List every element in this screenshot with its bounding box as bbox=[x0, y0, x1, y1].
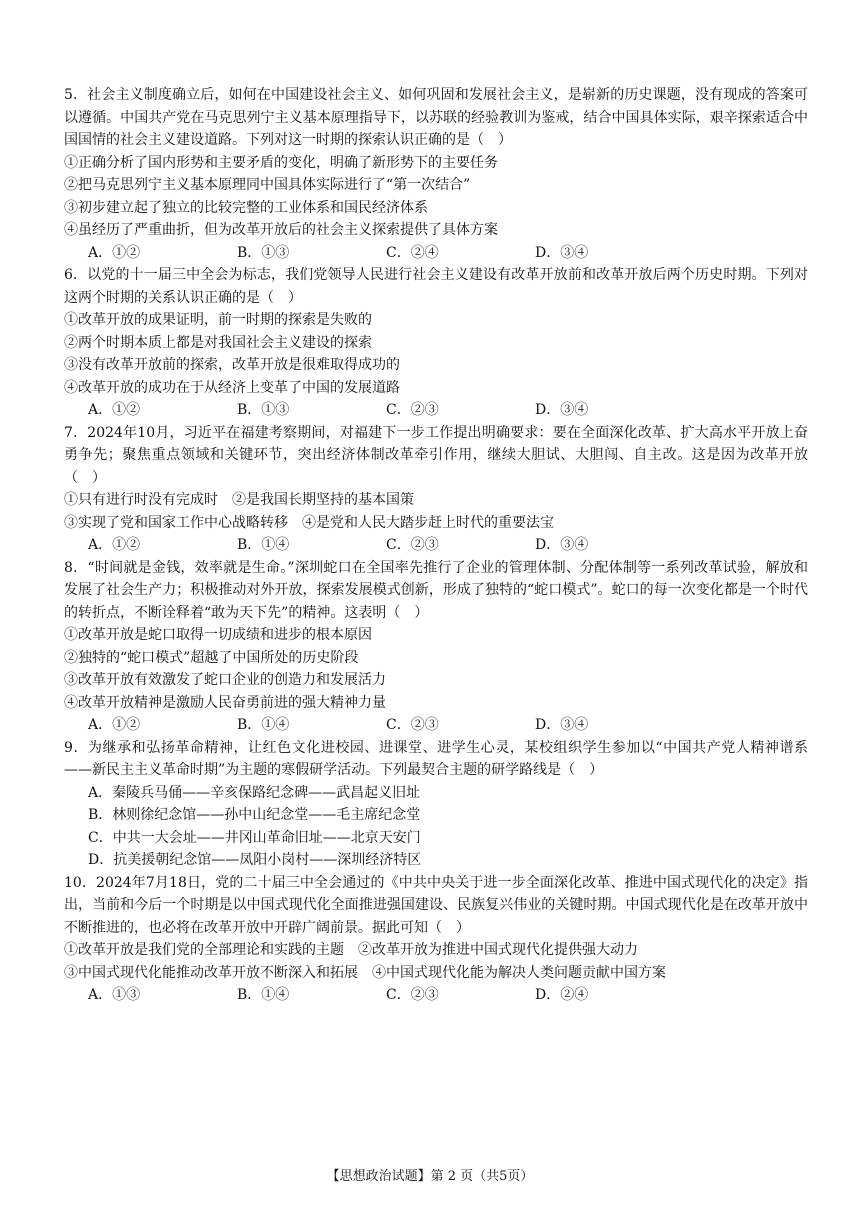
answer-choices bbox=[64, 534, 808, 557]
question-stem: 5．社会主义制度确立后，如何在中国建设社会主义、如何巩固和发展社会主义，是崭新的历史课题，没有现成的答案可以遵循。中国共产党在马克思列宁主义基本原理指导下，以苏联的经验教训为鉴戒，结合中国具体实际，艰辛探索适合中国国情的社会主义建设道路。下列对这一时期的探索认识正确的是（ ） bbox=[64, 87, 808, 148]
question-10 bbox=[64, 872, 808, 1007]
question-5 bbox=[64, 84, 808, 264]
statement-item: ①改革开放是我们党的全部理论和实践的主题 ②改革开放为推进中国式现代化提供强大动力 bbox=[64, 942, 638, 958]
question-stem: 10．2024年7月18日，党的二十届三中全会通过的《中共中央关于进一步全面深化改革、推进中国式现代化的决定》指出，当前和今后一个时期是以中国式现代化全面推进强国建设、民族复兴伟业的关键时期。中国式现代化是在改革开放中不断推进的，也必将在改革开放中开辟广阔前景。据此可知（ ） bbox=[64, 874, 808, 936]
choice-d: D．③④ bbox=[535, 244, 589, 261]
statement-item: ③没有改革开放前的探索，改革开放是很难取得成功的 bbox=[64, 357, 400, 373]
choice-a: A．①② bbox=[88, 717, 141, 733]
choice-c: C．②③ bbox=[386, 402, 439, 418]
choice-d: D．②④ bbox=[535, 987, 589, 1003]
statement-item: ④改革开放精神是激励人民奋勇前进的强大精神力量 bbox=[64, 694, 386, 711]
choice-c: C．②③ bbox=[386, 717, 439, 733]
question-stem: 6．以党的十一届三中全会为标志，我们党领导人民进行社会主义建设有改革开放前和改革开放后两个历史时期。下列对这两个时期的关系认识正确的是（ ） bbox=[64, 267, 808, 306]
statement-item: ①只有进行时没有完成时 ②是我国长期坚持的基本国策 bbox=[64, 492, 414, 508]
choice-d: D．③④ bbox=[535, 402, 589, 418]
statement-item: ④改革开放的成功在于从经济上变革了中国的发展道路 bbox=[64, 379, 400, 396]
route-option-a: A．秦陵兵马俑——辛亥保路纪念碑——武昌起义旧址 bbox=[88, 784, 421, 801]
route-option-b: B．林则徐纪念馆——孙中山纪念堂——毛主席纪念堂 bbox=[88, 807, 421, 823]
choice-a: A．①② bbox=[88, 244, 141, 261]
answer-choices bbox=[64, 242, 808, 265]
statement-item: ①改革开放是蛇口取得一切成绩和进步的根本原因 bbox=[64, 627, 372, 643]
question-9 bbox=[64, 737, 808, 872]
answer-choices bbox=[64, 399, 808, 422]
question-stem: 8．“时间就是金钱，效率就是生命。”深圳蛇口在全国率先推行了企业的管理体制、分配体制等一系列改革试验，解放和发展了社会生产力；积极推动对外开放，探索发展模式创新，形成了独特的“蛇口模式”。蛇口的每一次变化都是一个时代的转折点，不断诠释着“敢为天下先”的精神。这表明（ ） bbox=[64, 559, 808, 621]
choice-b: B．①④ bbox=[237, 987, 290, 1003]
statement-item: ③改革开放有效激发了蛇口企业的创造力和发展活力 bbox=[64, 672, 386, 688]
question-7 bbox=[64, 422, 808, 557]
choice-b: B．①④ bbox=[237, 537, 290, 553]
statement-item: ③实现了党和国家工作中心战略转移 ④是党和人民大踏步赶上时代的重要法宝 bbox=[64, 514, 554, 531]
statement-item: ④虽经历了严重曲折，但为改革开放后的社会主义探索提供了具体方案 bbox=[64, 222, 498, 238]
choice-b: B．①④ bbox=[237, 717, 290, 733]
question-list bbox=[64, 84, 808, 1007]
choice-c: C．②④ bbox=[386, 244, 439, 261]
statement-item: ③中国式现代化能推动改革开放不断深入和拓展 ④中国式现代化能为解决人类问题贡献中国方案 bbox=[64, 964, 666, 981]
question-stem: 9．为继承和弘扬革命精神，让红色文化进校园、进课堂、进学生心灵，某校组织学生参加以“中国共产党人精神谱系——新民主主义革命时期”为主题的寒假研学活动。下列最契合主题的研学路线是（ ） bbox=[64, 739, 808, 778]
statement-item: ①正确分析了国内形势和主要矛盾的变化，明确了新形势下的主要任务 bbox=[64, 154, 498, 171]
statement-item: ②独特的“蛇口模式”超越了中国所处的历史阶段 bbox=[64, 649, 359, 666]
statement-item: ②两个时期本质上都是对我国社会主义建设的探索 bbox=[64, 334, 372, 351]
question-6 bbox=[64, 264, 808, 422]
statement-item: ②把马克思列宁主义基本原理同中国具体实际进行了“第一次结合” bbox=[64, 177, 471, 193]
statement-item: ①改革开放的成果证明，前一时期的探索是失败的 bbox=[64, 312, 372, 328]
question-stem: 7．2024年10月，习近平在福建考察期间，对福建下一步工作提出明确要求：要在全面深化改革、扩大高水平开放上奋勇争先；聚焦重点领域和关键环节，突出经济体制改革牵引作用，继续大胆试、大胆闯、自主改。这是因为改革开放（ ） bbox=[64, 424, 808, 486]
choice-c: C．②③ bbox=[386, 987, 439, 1003]
choice-b: B．①③ bbox=[237, 402, 290, 418]
choice-a: A．①② bbox=[88, 402, 141, 418]
statement-item: ③初步建立起了独立的比较完整的工业体系和国民经济体系 bbox=[64, 199, 428, 216]
page-footer: 【思想政治试题】第 2 页（共5页） bbox=[326, 1169, 534, 1184]
choice-c: C．②③ bbox=[386, 537, 439, 553]
question-8 bbox=[64, 557, 808, 737]
answer-choices bbox=[64, 714, 808, 737]
route-option-c: C．中共一大会址——井冈山革命旧址——北京天安门 bbox=[88, 829, 421, 846]
choice-a: A．①② bbox=[88, 537, 141, 553]
choice-d: D．③④ bbox=[535, 537, 589, 553]
choice-b: B．①③ bbox=[237, 244, 290, 261]
route-option-d: D．抗美援朝纪念馆——凤阳小岗村——深圳经济特区 bbox=[88, 852, 422, 868]
choice-a: A．①③ bbox=[88, 987, 141, 1003]
choice-d: D．③④ bbox=[535, 717, 589, 733]
answer-choices bbox=[64, 984, 808, 1007]
